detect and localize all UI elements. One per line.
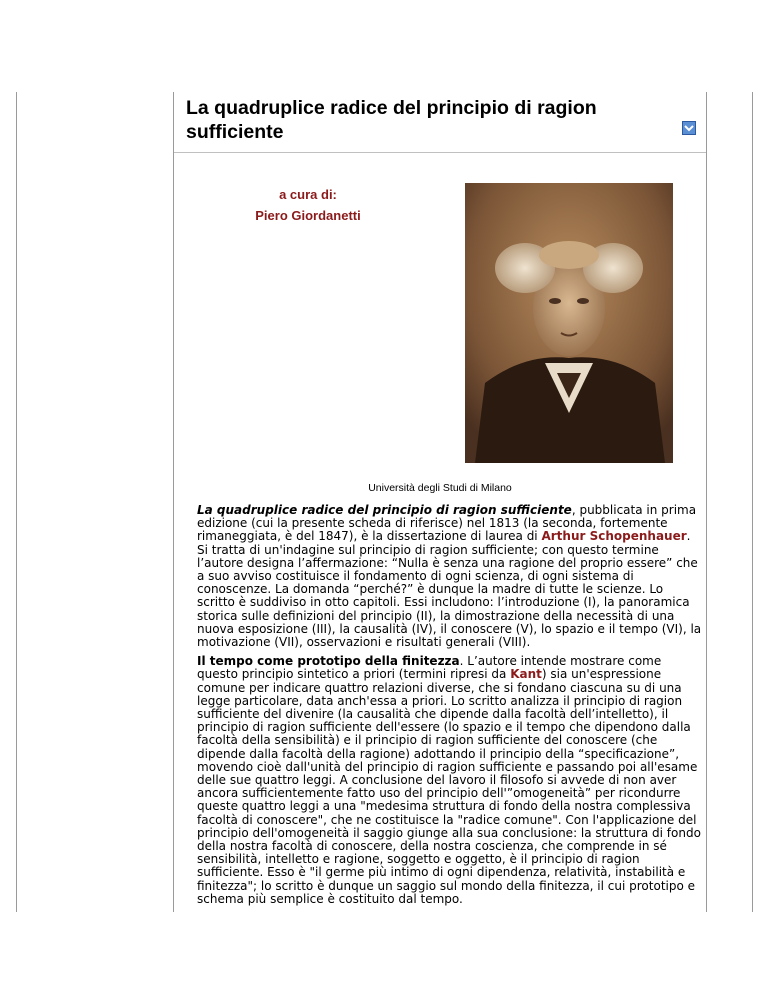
article-header (186, 96, 696, 144)
kant-link[interactable]: Kant (510, 667, 542, 682)
page-border-left (16, 92, 17, 912)
time-text-a: . L’autore intende mostrare come questo principio sintetico a priori (termini ripresi da (197, 654, 662, 682)
title-divider (174, 152, 706, 153)
column-border-right (706, 92, 707, 912)
article-body (197, 504, 702, 912)
chevron-down-icon[interactable] (682, 121, 696, 135)
page-title: La quadruplice radice del principio di ragion sufficiente (186, 97, 597, 143)
paragraph-intro (197, 504, 702, 649)
page-border-right (752, 92, 753, 912)
time-text-b: ) sia un'espressione comune per indicare quattro relazioni diverse, che si fondano ciascuna su di una legge particolare, data anch'essa a priori. Lo scritto analizza il principio di ragion sufficiente del divenire (la causalità che dipende dalla facoltà dell’intelletto), il principio di ragion sufficiente dell'essere (lo spazio e il tempo che dipendono dalla facoltà della sensibilità) e il principio di ragion sufficiente del conoscere (che dipende dalla facoltà della ragione) adottando il principio della “specificazione”, movendo cioè dall'unità del principio di ragion sufficiente e passando poi all'esame delle sue quattro leggi. A conclusione del lavoro il filosofo si avvede di non aver ancora sufficientemente fatto uso del principio dell'”omogeneità” per ricondurre queste quattro leggi a una "medesima struttura di fondo della nostra complessiva facoltà di conoscere", che ne costituisce la "radice comune". Con l'applicazione del principio dell'omogeneità il saggio giunge alla sua conclusione: la struttura di fondo della nostra facoltà di conoscere, della nostra coscienza, che comprende in sé sensibilità, intelletto e ragione, soggetto e oggetto, è il principio di ragion sufficiente. Esso è "il germe più intimo di ogni dipendenza, relatività, instabilità e finitezza"; lo scritto è dunque un saggio sul mondo della finitezza, il cui prototipo e schema più semplice è costituito dal tempo. (197, 667, 701, 906)
image-caption: Università degli Studi di Milano (368, 482, 512, 494)
author-link[interactable]: Arthur Schopenhauer (541, 529, 687, 544)
paragraph-time (197, 655, 702, 906)
curator-label: a cura di: (279, 187, 337, 202)
curator-block (190, 184, 426, 226)
portrait-photo (465, 183, 673, 463)
book-title-lead: La quadruplice radice del principio di ragion sufficiente (197, 503, 572, 517)
intro-text-a: , pubblicata in prima edizione (cui la presente scheda di riferisce) nel 1813 (la seconda, fortemente rimaneggiata, è del 1847), è la dissertazione di laurea di (197, 503, 697, 544)
curator-name[interactable]: Piero Giordanetti (255, 208, 361, 223)
column-border-left (173, 92, 174, 912)
section-heading: Il tempo come prototipo della finitezza (197, 654, 460, 669)
intro-text-b: . Si tratta di un'indagine sul principio di ragion sufficiente; con questo termine l’autore designa l’affermazione: “Nulla è senza una ragione del proprio essere” che a suo avviso costituisce il fondamento di ogni scienza, di ogni sistema di conoscenze. La domanda “perché?” è dunque la madre di tutte le scienze. Lo scritto è suddiviso in otto capitoli. Essi includono: l’introduzione (I), la panoramica storica sulle definizioni del principio (II), la dimostrazione della necessità di una nuova esposizione (III), la causalità (IV), il conoscere (V), lo spazio e il tempo (VI), la motivazione (VII), osservazioni e risultati generali (VIII). (197, 529, 702, 650)
